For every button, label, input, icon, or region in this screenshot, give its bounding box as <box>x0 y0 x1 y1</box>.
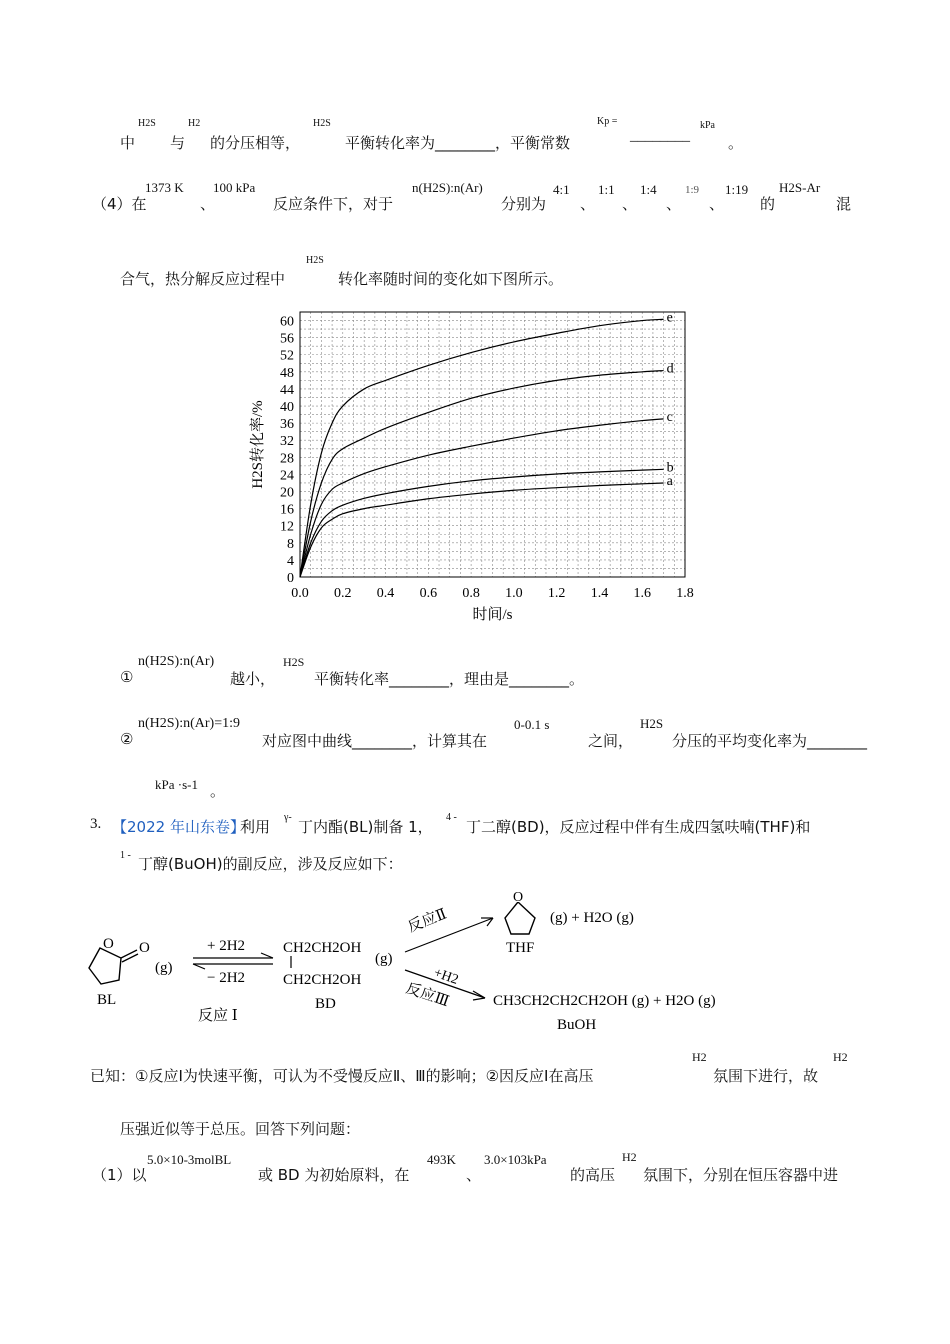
x-tick-label: 0.4 <box>376 586 395 601</box>
text-end: 。 <box>728 134 744 152</box>
q4-line2b: 转化率随时间的变化如下图所示。 <box>338 270 564 288</box>
sub1-text2: 平衡转化率________，理由是________。 <box>314 670 585 688</box>
thf-label: THF <box>506 940 535 956</box>
y-tick-label: 0 <box>287 571 294 586</box>
y-tick-label: 36 <box>280 417 294 433</box>
minus-2h2: − 2H2 <box>207 970 246 986</box>
y-tick-label: 52 <box>280 348 294 364</box>
q4-temp: 1373 K <box>145 180 184 195</box>
x-tick-labels <box>291 586 694 601</box>
q1-temp: 493K <box>427 1152 456 1167</box>
x-axis-label: 时间/s <box>472 607 513 623</box>
unit-kpa: kPa <box>700 120 715 131</box>
bd-bottom: CH2CH2OH <box>283 972 362 988</box>
x-tick-label: 0.6 <box>419 586 438 601</box>
thf-oxygen: O <box>513 890 524 905</box>
chart-grid <box>300 312 685 577</box>
q3-text4: 丁醇(BuOH)的副反应，涉及反应如下： <box>138 855 403 873</box>
bl-label: BL <box>97 992 117 1008</box>
curve-label-b: b <box>666 460 674 476</box>
sub1-text: 越小， <box>230 670 276 688</box>
thf-structure <box>505 902 535 934</box>
q4-sep1: 、 <box>200 195 216 213</box>
y-axis-label: H2S转化率/% <box>250 400 266 489</box>
q4-ratio: n(H2S):n(Ar) <box>412 180 483 195</box>
q3-gamma: γ- <box>284 812 292 823</box>
sub1-ratio: n(H2S):n(Ar) <box>138 654 215 669</box>
buoh-product: CH3CH2CH2CH2OH (g) + H2O (g) <box>493 993 716 1009</box>
q1-text3: 氛围下，分别在恒压容器中进 <box>643 1166 839 1184</box>
x-tick-label: 1.8 <box>676 586 694 601</box>
x-tick-label: 1.0 <box>505 586 523 601</box>
x-tick-label: 0.2 <box>334 586 352 601</box>
q1-amount: 5.0×10-3molBL <box>147 1152 232 1167</box>
formula-h2s-b: H2S <box>313 118 331 129</box>
text-eq-conversion: 平衡转化率为________，平衡常数 <box>345 134 571 152</box>
q4-fenbie: 分别为 <box>501 195 547 213</box>
plus-2h2: + 2H2 <box>207 938 246 954</box>
q1-text: 或 BD 为初始原料，在 <box>258 1166 410 1184</box>
q1-label: （1）以 <box>92 1166 147 1184</box>
q3-text2: 丁内酯(BL)制备 1， <box>298 818 433 836</box>
y-tick-label: 4 <box>287 553 294 569</box>
text-partial-equal: 的分压相等， <box>210 134 301 152</box>
q4-sep-b: 、 <box>622 195 638 213</box>
known-h2b: H2 <box>833 1050 848 1064</box>
curve-label-e: e <box>666 310 673 326</box>
q4-r1: 4:1 <box>553 182 570 197</box>
reaction-1-label: 反应 Ⅰ <box>198 1008 238 1024</box>
y-tick-label: 40 <box>280 400 294 416</box>
chart-curves <box>300 310 674 577</box>
conversion-chart <box>240 300 710 630</box>
q1-pressure: 3.0×103kPa <box>484 1152 547 1167</box>
q4-pressure: 100 kPa <box>213 180 256 195</box>
answer-blank: ________ <box>630 128 690 144</box>
q4-r2: 1:1 <box>598 182 615 197</box>
curve-label-d: d <box>666 361 674 377</box>
known-text: 已知：①反应Ⅰ为快速平衡，可认为不受慢反应Ⅱ、Ⅲ的影响；②因反应Ⅰ在高压 <box>90 1067 594 1085</box>
known-h2: H2 <box>692 1050 707 1064</box>
bd-top: CH2CH2OH <box>283 940 362 956</box>
q4-hun: 混 <box>836 195 852 213</box>
x-tick-label: 1.4 <box>590 586 609 601</box>
formula-h2s: H2S <box>138 118 156 129</box>
q4-de: 的 <box>760 195 776 213</box>
y-tick-label: 24 <box>280 468 294 484</box>
bl-ring-oxygen: O <box>103 936 114 952</box>
sub2-circle: ② <box>120 732 134 748</box>
thf-product: (g) + H2O (g) <box>550 910 634 926</box>
q1-h2: H2 <box>622 1150 637 1164</box>
x-tick-label: 0.0 <box>291 586 309 601</box>
y-tick-labels <box>280 315 294 586</box>
q3-number: 3. <box>90 816 102 832</box>
q1-text2: 的高压 <box>570 1166 616 1184</box>
curve-label-c: c <box>666 409 673 425</box>
q3-text3: 丁二醇(BD)，反应过程中伴有生成四氢呋喃(THF)和 <box>466 818 811 836</box>
sub2-end: 。 <box>210 782 226 800</box>
q4-r3: 1:4 <box>640 182 657 197</box>
sub2-text2: 之间， <box>588 732 634 750</box>
text-yu: 与 <box>170 134 186 152</box>
q3-text: 利用 <box>240 818 271 836</box>
sub2-ratio: n(H2S):n(Ar)=1:9 <box>138 716 240 731</box>
x-tick-label: 0.8 <box>462 586 480 601</box>
q4-mix: H2S-Ar <box>779 180 821 195</box>
q4-line2: 合气，热分解反应过程中 <box>120 270 286 288</box>
sub2-text3: 分压的平均变化率为________ <box>672 732 868 750</box>
y-tick-label: 12 <box>280 519 294 535</box>
y-tick-label: 56 <box>280 331 294 347</box>
q4-h2s: H2S <box>306 255 324 266</box>
text-zhong: 中 <box>120 134 136 152</box>
bd-label: BD <box>315 996 336 1012</box>
sub2-h2s: H2S <box>640 716 664 731</box>
q3-source-tag[interactable]: 【2022 年山东卷】 <box>112 818 245 836</box>
y-tick-label: 44 <box>280 382 294 398</box>
y-tick-label: 16 <box>280 502 294 518</box>
x-tick-label: 1.6 <box>633 586 651 601</box>
y-tick-label: 60 <box>280 314 294 330</box>
bd-phase: (g) <box>375 951 393 967</box>
known-text2: 氛围下进行，故 <box>713 1067 819 1085</box>
q4-sep-d: 、 <box>709 195 725 213</box>
y-tick-label: 20 <box>280 485 294 501</box>
formula-kp: Kp = <box>597 116 618 127</box>
known-line2: 压强近似等于总压。回答下列问题： <box>120 1120 361 1138</box>
bl-carbonyl-oxygen: O <box>139 940 150 956</box>
sub2-range: 0-0.1 s <box>514 717 550 732</box>
x-tick-label: 1.2 <box>547 586 566 601</box>
plus-h2: +H2 <box>431 965 461 988</box>
y-tick-label: 48 <box>280 365 294 381</box>
equilibrium-arrows <box>193 953 273 969</box>
sub2-unit: kPa ·s-1 <box>155 777 198 792</box>
y-tick-label: 28 <box>280 451 294 467</box>
reaction-scheme <box>75 880 775 1040</box>
q4-label: （4）在 <box>92 195 147 213</box>
sub2-text: 对应图中曲线________，计算其在 <box>262 732 488 750</box>
q4-sep-a: 、 <box>580 195 596 213</box>
reaction-3-label: 反应Ⅲ <box>403 980 451 1011</box>
q4-r4: 1:9 <box>685 184 700 196</box>
q4-r5: 1:19 <box>725 182 749 197</box>
bl-phase: (g) <box>155 960 173 976</box>
sub1-circle: ① <box>120 670 134 686</box>
y-tick-label: 8 <box>287 536 294 552</box>
sub1-h2s: H2S <box>283 655 305 669</box>
q3-one: 1 - <box>120 850 131 861</box>
bl-structure <box>89 948 138 984</box>
q4-sep-c: 、 <box>666 195 682 213</box>
reaction-2-label: 反应Ⅱ <box>405 906 449 936</box>
q3-four: 4 - <box>446 812 457 823</box>
y-tick-label: 32 <box>280 434 294 450</box>
q4-cond: 反应条件下，对于 <box>273 195 394 213</box>
curve-label-a: a <box>666 473 673 489</box>
buoh-label: BuOH <box>557 1017 597 1033</box>
formula-h2: H2 <box>188 118 201 129</box>
q1-sep: 、 <box>466 1166 482 1184</box>
